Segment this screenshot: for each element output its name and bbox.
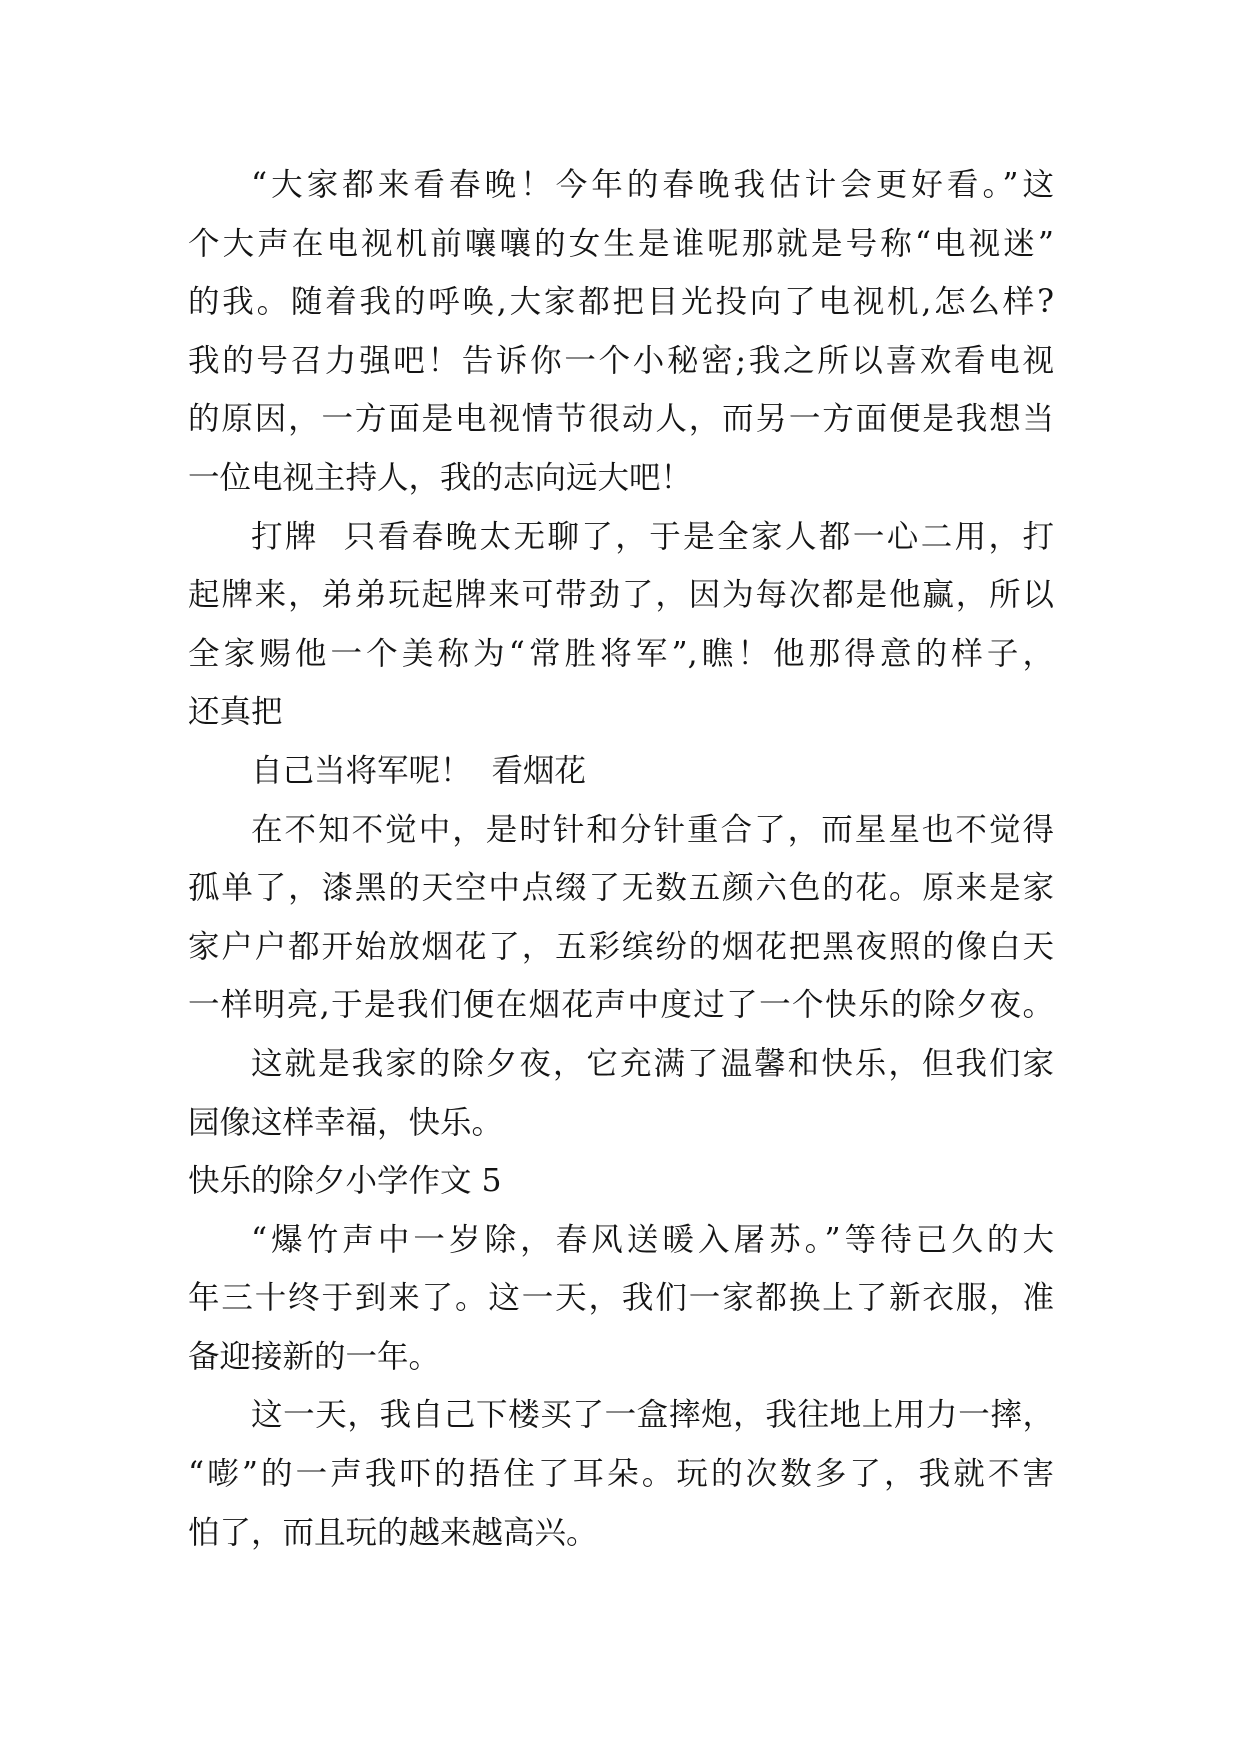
text-line: 一位电视主持人，我的志向远大吧！	[188, 459, 693, 496]
text-line: 这就是我家的除夕夜，它充满了温馨和快乐，但我们家	[251, 1045, 1054, 1082]
text-line: 我的号召力强吧！告诉你一个小秘密;我之所以喜欢看电视	[188, 342, 1054, 379]
text-line: 个大声在电视机前嚷嚷的女生是谁呢那就是号称“电视迷”	[188, 225, 1054, 262]
text-line: 这一天，我自己下楼买了一盒摔炮，我往地上用力一摔，	[251, 1397, 1054, 1434]
text-line: 起牌来，弟弟玩起牌来可带劲了，因为每次都是他赢，所以	[188, 577, 1054, 614]
text-line: 打牌 只看春晚太无聊了，于是全家人都一心二用，打	[251, 518, 1054, 555]
text-line: 家户户都开始放烟花了，五彩缤纷的烟花把黑夜照的像白天	[188, 928, 1054, 965]
text-line: 怕了，而且玩的越来越高兴。	[188, 1514, 598, 1551]
paragraph	[188, 801, 1054, 1035]
text-line: 一样明亮,于是我们便在烟花声中度过了一个快乐的除夕夜。	[188, 987, 1054, 1024]
text-line: 的我。随着我的呼唤,大家都把目光投向了电视机,怎么样?	[188, 284, 1054, 321]
text-line: 孤单了，漆黑的天空中点缀了无数五颜六色的花。原来是家	[188, 870, 1054, 907]
text-line: 园像这样幸福，快乐。	[188, 1104, 504, 1141]
paragraph	[188, 1386, 1054, 1562]
paragraph	[188, 156, 1054, 508]
text-line: 的原因，一方面是电视情节很动人，而另一方面便是我想当	[188, 401, 1054, 438]
essay-title: 快乐的除夕小学作文 5	[188, 1163, 502, 1200]
text-line: 年三十终于到来了。这一天，我们一家都换上了新衣服，准	[188, 1280, 1054, 1317]
text-line: 在不知不觉中，是时针和分针重合了，而星星也不觉得	[251, 811, 1054, 848]
text-line: “爆竹声中一岁除，春风送暖入屠苏。”等待已久的大	[251, 1221, 1054, 1258]
text-line: “大家都来看春晚！今年的春晚我估计会更好看。”这	[251, 167, 1054, 203]
text-line: “嘭”的一声我吓的捂住了耳朵。玩的次数多了，我就不害	[188, 1456, 1054, 1493]
paragraph	[188, 1211, 1054, 1387]
text-line: 备迎接新的一年。	[188, 1338, 441, 1375]
text-line: 全家赐他一个美称为“常胜将军”,瞧！他那得意的样子，	[188, 635, 1054, 672]
text-line: 自己当将军呢！ 看烟花	[251, 752, 587, 789]
paragraph	[188, 1035, 1054, 1152]
paragraph	[188, 742, 1054, 801]
paragraph	[188, 508, 1054, 742]
text-line: 还真把	[188, 694, 283, 731]
